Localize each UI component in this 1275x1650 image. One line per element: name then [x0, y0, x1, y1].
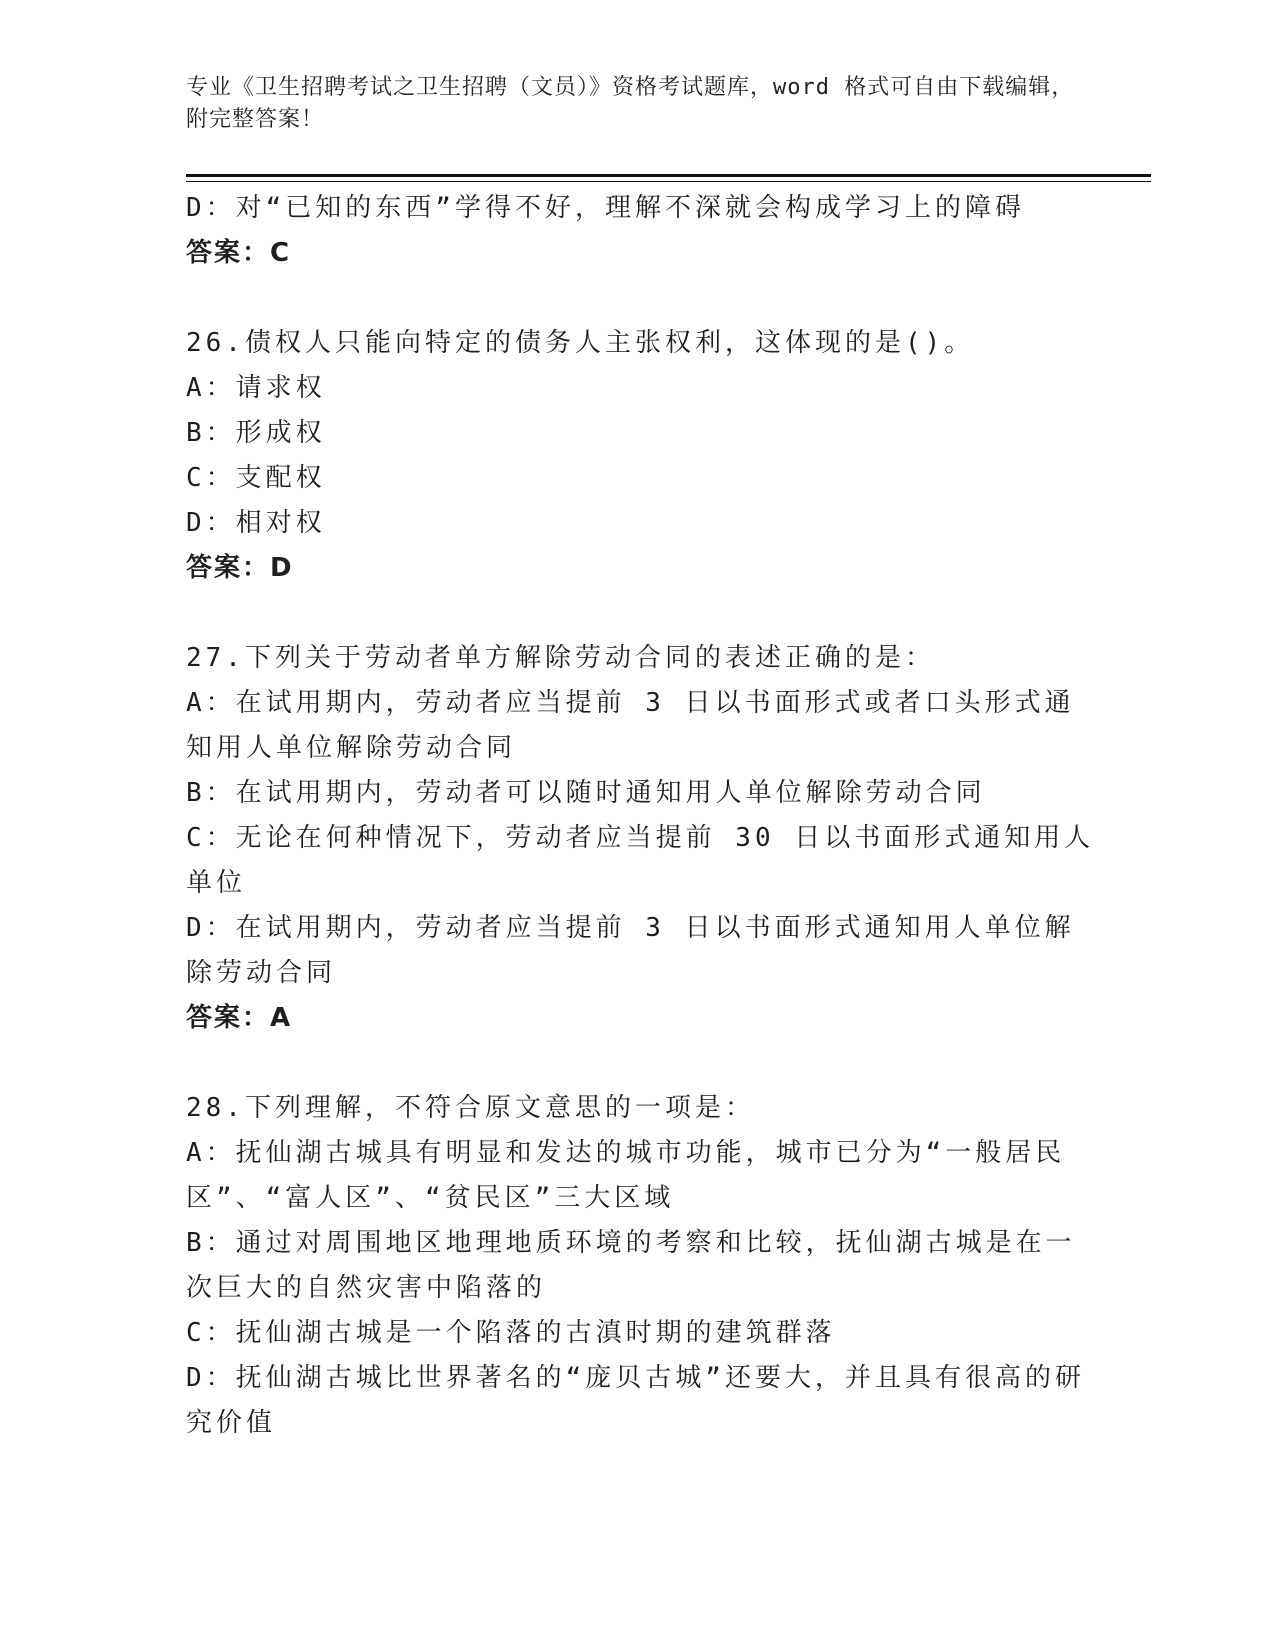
- question-26: [186, 321, 1096, 591]
- question-27: [186, 636, 1096, 1041]
- header-rule-thick: [186, 174, 1151, 177]
- option-a: A：请求权: [186, 373, 326, 403]
- option-c: C：无论在何种情况下，劳动者应当提前 30 日以书面形式通知用人单位: [186, 823, 1095, 898]
- question-stem: 26.债权人只能向特定的债务人主张权利，这体现的是()。: [186, 328, 975, 358]
- question-stem: 27.下列关于劳动者单方解除劳动合同的表述正确的是：: [186, 643, 935, 673]
- document-body: [186, 186, 1096, 1446]
- prev-answer: 答案：C: [186, 238, 292, 268]
- option-c: C：抚仙湖古城是一个陷落的古滇时期的建筑群落: [186, 1318, 836, 1348]
- question-28: [186, 1086, 1096, 1446]
- header-rule-thin: [186, 181, 1151, 182]
- prev-option-d: D：对“已知的东西”学得不好，理解不深就会构成学习上的障碍: [186, 193, 1025, 223]
- option-d: D：相对权: [186, 508, 326, 538]
- option-d: D：抚仙湖古城比世界著名的“庞贝古城”还要大，并且具有很高的研究价值: [186, 1363, 1085, 1438]
- option-b: B：形成权: [186, 418, 326, 448]
- option-c: C：支配权: [186, 463, 326, 493]
- option-b: B：通过对周围地区地理地质环境的考察和比较，抚仙湖古城是在一次巨大的自然灾害中陷落的: [186, 1228, 1076, 1303]
- answer: 答案：A: [186, 1003, 293, 1033]
- option-a: A：在试用期内，劳动者应当提前 3 日以书面形式或者口头形式通知用人单位解除劳动合同: [186, 688, 1075, 763]
- option-a: A：抚仙湖古城具有明显和发达的城市功能，城市已分为“一般居民区”、“富人区”、“贫民区”三大区域: [186, 1138, 1066, 1213]
- document-header: 专业《卫生招聘考试之卫生招聘（文员）》资格考试题库，word 格式可自由下载编辑，附完整答案！: [186, 75, 1075, 132]
- option-b: B：在试用期内，劳动者可以随时通知用人单位解除劳动合同: [186, 778, 986, 808]
- option-d: D：在试用期内，劳动者应当提前 3 日以书面形式通知用人单位解除劳动合同: [186, 913, 1075, 988]
- answer: 答案：D: [186, 553, 294, 583]
- question-stem: 28.下列理解，不符合原文意思的一项是：: [186, 1093, 755, 1123]
